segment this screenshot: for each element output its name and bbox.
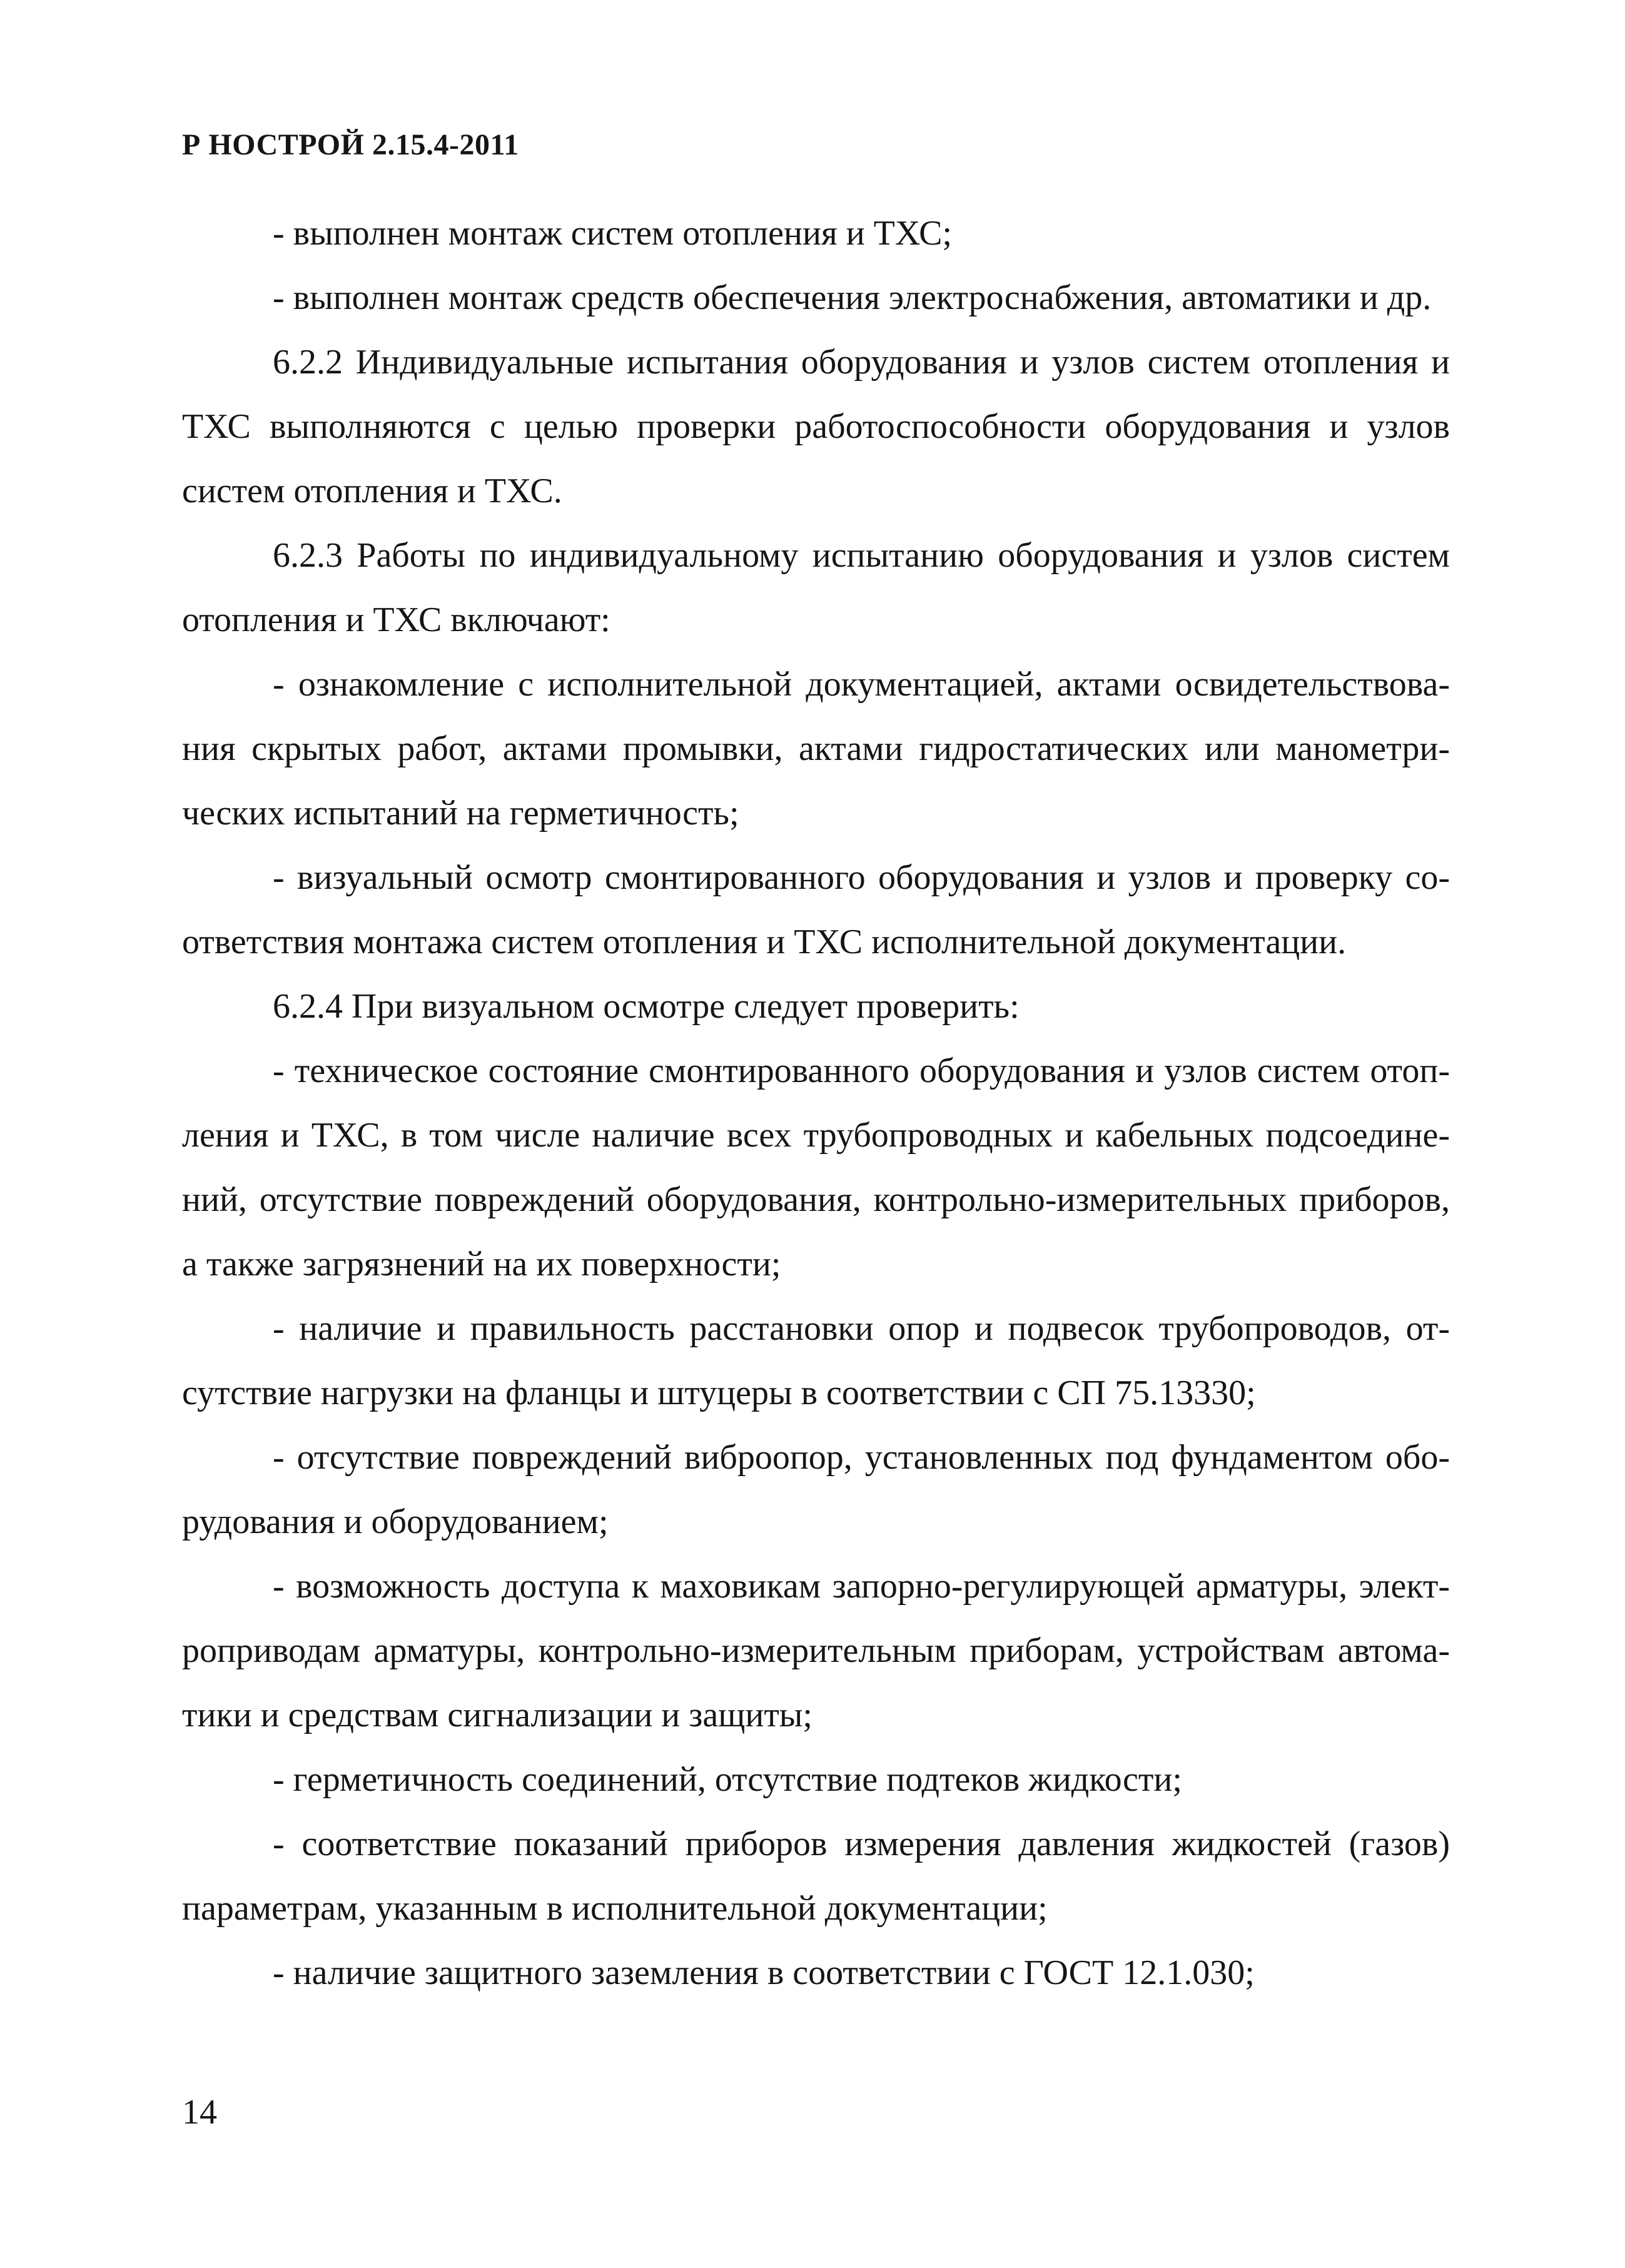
paragraph: 6.2.2 Индивидуальные испытания оборудования и узлов систем отопления и ТХС выполняются с целью проверки работоспособности оборудования и узлов систем отопления и ТХС. [182, 343, 1450, 510]
page-number: 14 [182, 2093, 217, 2132]
paragraph: - наличие защитного заземления в соответствии с ГОСТ 12.1.030; [273, 1953, 1255, 1992]
paragraph: - наличие и правильность расстановки опор и подвесок трубопроводов, отсутствие нагрузки на фланцы и штуцеры в соответствии с СП 75.13330; [182, 1309, 1450, 1412]
paragraph: - выполнен монтаж средств обеспечения электроснабжения, автоматики и др. [273, 278, 1432, 317]
paragraph: 6.2.4 При визуальном осмотре следует проверить: [273, 987, 1020, 1026]
paragraph: - визуальный осмотр смонтированного оборудования и узлов и проверку соответствия монтажа систем отопления и ТХС исполнительной документации. [182, 858, 1450, 961]
paragraph: - ознакомление с исполнительной документацией, актами освидетельствования скрытых работ, актами промывки, актами гидростатических или манометрических испытаний на герметичность; [182, 665, 1450, 833]
paragraph: - герметичность соединений, отсутствие подтеков жидкости; [273, 1760, 1182, 1799]
paragraph: - отсутствие повреждений виброопор, установленных под фундаментом оборудования и оборудованием; [182, 1438, 1450, 1541]
document-body [182, 201, 1450, 2005]
document-header: Р НОСТРОЙ 2.15.4-2011 [182, 128, 519, 161]
paragraph: - выполнен монтаж систем отопления и ТХС; [273, 214, 953, 253]
paragraph: 6.2.3 Работы по индивидуальному испытанию оборудования и узлов систем отопления и ТХС включают: [182, 536, 1450, 639]
paragraph: - техническое состояние смонтированного оборудования и узлов систем отопления и ТХС, в том числе наличие всех трубопроводных и кабельных подсоединений, отсутствие повреждений оборудования, контрольно-измерительных приборов, а также загрязнений на их поверхности; [182, 1051, 1450, 1283]
paragraph: - возможность доступа к маховикам запорно-регулирующей арматуры, электроприводам арматуры, контрольно-измерительным приборам, устройствам автоматики и средствам сигнализации и защиты; [182, 1567, 1450, 1734]
paragraph: - соответствие показаний приборов измерения давления жидкостей (газов) параметрам, указанным в исполнительной документации; [182, 1825, 1450, 1928]
